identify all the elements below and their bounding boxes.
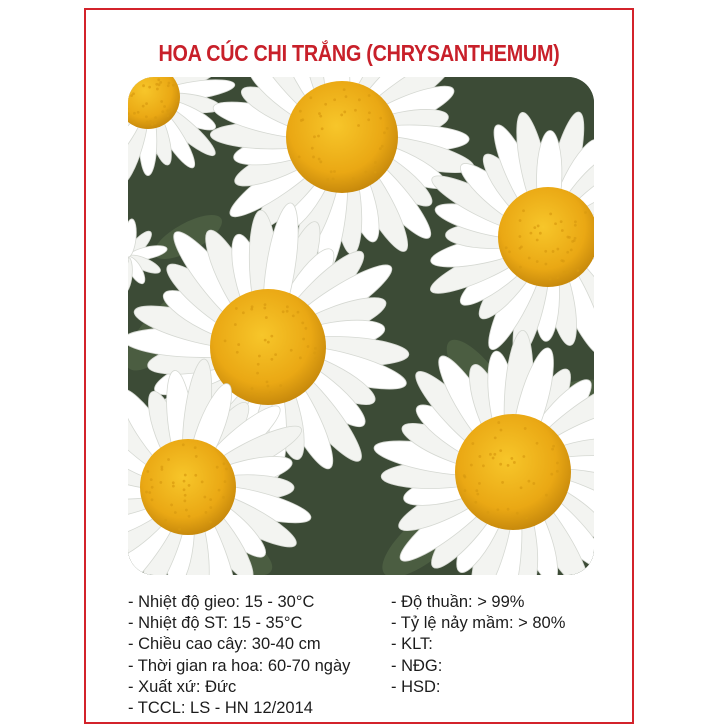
flower-photo xyxy=(128,77,594,575)
spec-origin: - Xuất xứ: Đức xyxy=(128,677,350,698)
specs-right-column xyxy=(391,592,565,698)
specs-left-column xyxy=(128,592,350,719)
product-title: HOA CÚC CHI TRẮNG (CHRYSANTHEMUM) xyxy=(124,40,594,67)
spec-quality-standard: - TCCL: LS - HN 12/2014 xyxy=(128,698,350,719)
spec-flowering-time: - Thời gian ra hoa: 60-70 ngày xyxy=(128,656,350,677)
spec-plant-height: - Chiều cao cây: 30-40 cm xyxy=(128,634,350,655)
spec-net-weight: - KLT: xyxy=(391,634,565,655)
spec-sowing-temperature: - Nhiệt độ gieo: 15 - 30°C xyxy=(128,592,350,613)
spec-expiry-date: - HSD: xyxy=(391,677,565,698)
spec-packing-date: - NĐG: xyxy=(391,656,565,677)
spec-purity: - Độ thuần: > 99% xyxy=(391,592,565,613)
spec-growth-temperature: - Nhiệt độ ST: 15 - 35°C xyxy=(128,613,350,634)
spec-germination-rate: - Tỷ lệ nảy mầm: > 80% xyxy=(391,613,565,634)
daisy-image xyxy=(128,77,594,575)
seed-packet-card xyxy=(84,8,634,724)
